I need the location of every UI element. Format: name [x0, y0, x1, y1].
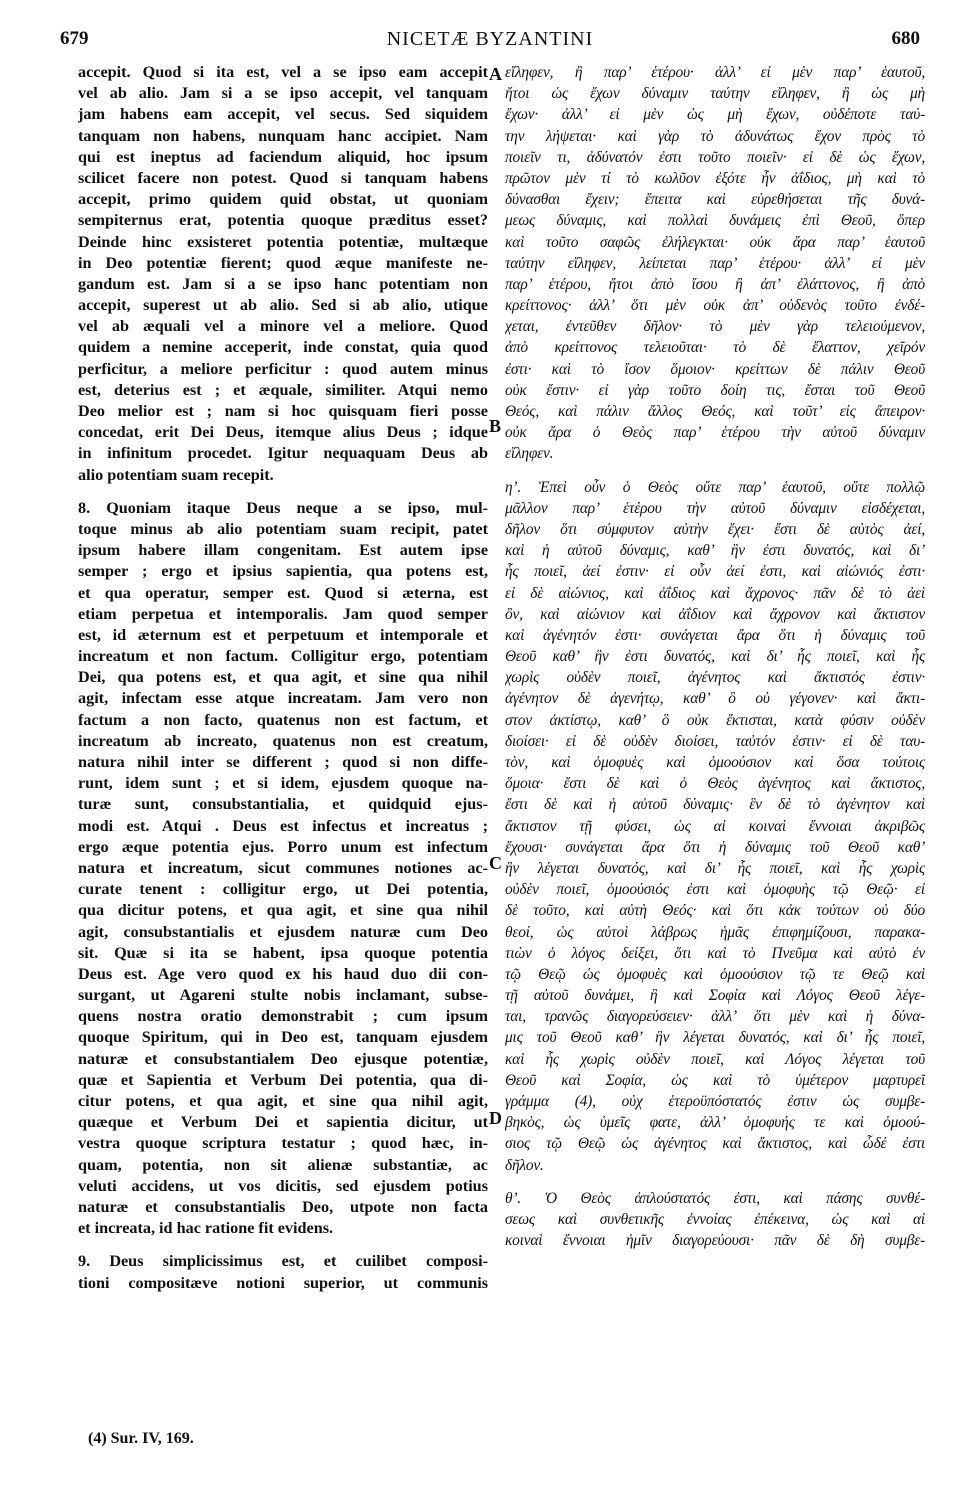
text-line: κρείττονος· ἀλλ’ ὅτι μὲν οὐκ ἀπ’ οὐδενὸς τοῦτο ἐνδέ- — [505, 297, 925, 315]
page-number-right: 680 — [891, 28, 920, 49]
text-line: citur potens, et qua agit, et sine qua nihil agit, — [78, 1092, 488, 1110]
margin-marker-a: A — [489, 64, 502, 84]
text-line: δῆλον ὅτι σύμφυτον αὐτὴν ἔχει· ἔστι δὲ αὐτὸς ἀεί, — [505, 520, 925, 538]
text-line: την λήψεται· καὶ γὰρ τὸ ἀδυνάτως ἔχον πρὸς τὸ — [505, 127, 925, 145]
text-line: διοίσει· εἰ δὲ οὐδὲν διοίσει, ταὐτόν ἐστιν· εἰ δὲ ταυ- — [505, 732, 925, 750]
text-line: ergo æque potentia ejus. Porro unum est infectum — [78, 837, 488, 856]
text-line: etiam perpetua et intemporalis. Jam quod semper — [78, 604, 488, 623]
text-line: naturæ et consubstantialem Deo ejusque potentiæ, — [78, 1049, 488, 1068]
text-line: Θεοῦ καὶ Σοφία, ὡς καὶ τὸ ὑμέτερον μαρτυρεῖ — [505, 1071, 925, 1089]
text-line: est, id æternum est et perpetuum et intemporale et — [78, 625, 488, 644]
text-line: gandum est. Jam si a se ipso hanc potentiam non — [78, 274, 488, 293]
text-line: naturæ et consubstantialis Deo, utpote non facta — [78, 1197, 488, 1216]
text-line: θεοί, ὡς αὐτοὶ λάβρως ἡμᾶς ἐπιφημίζουσι, παρακα- — [505, 923, 925, 941]
text-line: accepit, superest ut ab alio. Sed si ab alio, utique — [78, 296, 488, 315]
text-line: factum a non facto, quatenus non est factum, et — [78, 710, 488, 729]
text-line: tioni compositævе notioni superior, ut communis — [78, 1273, 488, 1292]
footnote: (4) Sur. IV, 169. — [88, 1430, 194, 1447]
text-line: οὐκ ἔστιν· εἰ γὰρ τοῦτο δοίη τις, ἔσται τοῦ Θεοῦ — [505, 381, 925, 399]
text-line: vel ab æquali vel a minore vel a meliore. Quod — [78, 317, 488, 336]
text-line: ἀπὸ κρείττονος τελειοῦται· τὸ δὲ ἔλαττον, χεῖρόν — [505, 339, 925, 357]
text-line: ἔχων· ἀλλ’ εἰ μὲν ὡς μὴ ἔχων, οὐδέποτε ταύ- — [505, 106, 925, 124]
text-line: παρ’ ἑτέρου, ἤτοι ἀπὸ ἴσου ἢ ἀπ’ ἐλάττονος, ἢ ἀπὸ — [505, 275, 925, 293]
text-line: agit, infectam esse atque increatam. Jam vero non — [78, 689, 488, 708]
text-line: τιὼν ὁ λόγος δείξει, ὅτι καὶ τὸ Πνεῦμα καὶ αὐτὸ ἐν — [505, 944, 925, 962]
text-line: τὸν, καὶ ὁμοφυὲς καὶ ὁμοούσιον καὶ ὅσα τούτοις — [505, 754, 925, 771]
text-line: ται, τρανῶς διαγορεύσειεν· ἀλλ’ ὅτι μὲν καὶ ἡ δύνα- — [505, 1008, 925, 1026]
text-line: μεως δύναμις, καὶ πολλαὶ δυνάμεις ἐπὶ Θεοῦ, ὅπερ — [505, 212, 925, 230]
page-number-left: 679 — [60, 28, 89, 49]
text-line: concedat, erit Dei Deus, itemque alius Deus ; idque — [78, 423, 488, 442]
text-line: εἴληφεν. — [505, 445, 554, 463]
text-line: καὶ ἡ αὐτοῦ δύναμις, καθ’ ἣν ἐστι δυνατός, καὶ δι’ — [505, 542, 925, 560]
text-line: Θεός, καὶ πάλιν ἄλλος Θεός, καὶ τοῦτ’ εἰς ἄπειρον· — [505, 403, 925, 420]
text-line: quoque Spiritum, qui in Deo est, tanquam ejusdem — [78, 1028, 488, 1047]
text-line: sempiternus erat, potentia quoque præditus esset? — [78, 211, 488, 230]
greek-column — [505, 62, 925, 1251]
margin-marker-c: C — [489, 853, 502, 873]
text-line: εἴληφεν, ἢ παρ’ ἑτέρου· ἀλλ’ εἰ μὲν παρ’ ἑαυτοῦ, — [505, 64, 925, 81]
text-line: ἔχουσι· συνάγεται ἄρα ὅτι ἡ δύναμις τοῦ Θεοῦ καθ’ — [505, 838, 925, 856]
text-line: qui est ineptus ad faciendum aliquid, hoc ipsum — [78, 147, 488, 166]
text-line: σιος τῷ Θεῷ ὡς ἀγένητος καὶ ἄκτιστος, καὶ ὧδέ ἐστι — [505, 1135, 925, 1153]
text-line: toque minus ab alio potentiam suam recipit, patet — [78, 519, 488, 538]
text-line: curate tenent : colligitur ergo, ut Dei potentia, — [78, 880, 488, 899]
text-line: η’. Ἐπεὶ οὖν ὁ Θεὸς οὔτε παρ’ ἑαυτοῦ, οὔτε πολλῷ — [505, 478, 925, 496]
text-line: ποιεῖν τι, ἀδύνατόν ἐστι τοῦτο ποιεῖν· εἰ δὲ ὡς ἔχων, — [505, 148, 925, 166]
text-line: τῷ Θεῷ ὡς ὁμοφυὲς καὶ ὁμοούσιον τῷ τε Θεῷ καὶ — [505, 965, 925, 983]
text-line: σεως καὶ συνθετικῆς ἐννοίας ἐπέκεινα, ὡς καὶ αἱ — [505, 1210, 925, 1228]
text-line: jam habens eam accepit, vel secus. Sed siquidem — [78, 105, 488, 124]
text-line: βηκὸς, ὡς ὑμεῖς φατε, ἀλλ’ ὁμοφυής τε καὶ ὁμοού- — [505, 1114, 925, 1132]
text-line: θ’. Ὁ Θεὸς ἁπλούστατός ἐστι, καὶ πάσης συνθέ- — [505, 1189, 925, 1207]
text-line: τῇ αὐτοῦ δυνάμει, ἣ καὶ Σοφία καὶ Λόγος Θεοῦ λέγε- — [505, 987, 925, 1005]
text-line: οὐκ ἄρα ὁ Θεὸς παρ’ ἑτέρου τὴν αὐτοῦ δύναμιν — [505, 424, 925, 442]
text-line: ἤτοι ὡς ἔχων δύναμιν ταύτην εἴληφεν, ἢ ὡς μὴ — [505, 85, 925, 103]
page-header — [60, 28, 920, 58]
text-line: tanquam non habens, nunquam hanc accipiet. Nam — [78, 126, 488, 145]
text-line: semper ; ergo et ipsius sapientia, qua potens est, — [78, 562, 488, 581]
text-line: est, deterius est ; et æquale, similiter. Atqui nemo — [78, 380, 488, 399]
text-line: Deus est. Age vero quod ex his haud duo dii con- — [78, 964, 488, 983]
text-line: Deinde hinc exsisteret potentia potentiæ, multæque — [78, 232, 488, 251]
text-line: πρῶτον μὲν τί τὸ κωλῦον ἐξότε ἦν ἀΐδιος, μὴ καὶ τὸ — [505, 169, 925, 187]
text-line: ἔστι δὲ καὶ ἡ αὐτοῦ δύναμις· ἓν δὲ τὸ ἀγένητον καὶ — [505, 796, 925, 814]
text-line: ἐστι· καὶ τὸ ἴσον ὅμοιον· κρείττων δὲ πάλιν Θεοῦ — [505, 360, 925, 378]
text-line: ὅμοια· ἔστι δὲ καὶ ὁ Θεὸς ἀγένητος καὶ ἄκτιστος, — [505, 775, 925, 793]
text-line: quidem a nemine acceperit, inde constat, quia quod — [78, 338, 488, 357]
text-line: καὶ ἀγένητόν ἐστι· συνάγεται ἄρα ὅτι ἡ δύναμις τοῦ — [505, 626, 925, 644]
latin-column — [78, 62, 488, 1294]
text-line: Θεοῦ καθ’ ἣν ἐστι δυνατός, καὶ δι’ ἧς ποιεῖ, καὶ ἧς — [505, 648, 925, 666]
text-line: καὶ τοῦτο σαφῶς ἐλήλεγκται· οὐκ ἄρα παρ’ ἑαυτοῦ — [505, 233, 925, 251]
text-line: καὶ ἧς χωρὶς οὐδὲν ποιεῖ, καὶ Λόγος λέγεται τοῦ — [505, 1050, 925, 1068]
text-line: quæque et Verbum Dei et sapientia dicitur, ut — [78, 1113, 488, 1132]
text-line: ἣν λέγεται δυνατός, καὶ δι’ ἧς ποιεῖ, καὶ ἧς χωρὶς — [505, 859, 925, 877]
text-line: accepit. Quod si ita est, vel a se ipso eam accepit — [78, 63, 488, 81]
text-line: vestra quoque scriptura testatur ; quod hæc, in- — [78, 1134, 488, 1153]
text-line: 9. Deus simplicissimus est, et cuilibet composi- — [78, 1252, 488, 1271]
text-line: runt, idem sunt ; et si idem, ejusdem quoque na- — [78, 774, 488, 793]
text-line: et increata, id hac ratione fit evidens. — [78, 1219, 334, 1238]
text-line: in infinitum procedet. Igitur nequaquam Deus ab — [78, 444, 488, 463]
text-line: scilicet facere non potest. Quod si tanquam habens — [78, 168, 488, 187]
text-line: ὂν, καὶ αἰώνιον καὶ ἀΐδιον καὶ ἄχρονον καὶ ἄκτιστον — [505, 605, 925, 623]
margin-marker-d: D — [489, 1108, 502, 1128]
text-line: ταύτην εἴληφεν, λείπεται παρ’ ἑτέρου· ἀλλ’ εἰ μὲν — [505, 254, 925, 272]
text-line: εἰ δὲ αἰώνιος, καὶ ἀΐδιος καὶ ἄχρονος· πᾶν δὲ τὸ ἀεὶ — [505, 584, 925, 602]
text-line: agit, consubstantialis et ejusdem naturæ cum Deo — [78, 922, 488, 941]
text-line: veluti accidens, ut vos dicitis, sed ejusdem potius — [78, 1176, 488, 1195]
text-line: Dei, qua potens est, et qua agit, et sine qua nihil — [78, 668, 488, 687]
text-line: χωρὶς οὐδὲν ποιεῖ, ἀγένητος καὶ ἄκτιστός ἐστιν· — [505, 669, 925, 687]
text-line: perficitur, a meliore perficitur : quod autem minus — [78, 359, 488, 378]
text-line: χεται, ἐντεῦθεν δῆλον· τὸ μὲν γὰρ τελειούμενον, — [505, 318, 925, 336]
text-line: modi est. Atqui . Deus est infectus et increatus ; — [78, 816, 488, 835]
text-line: sit. Quæ si ita se habent, ipsa quoque potentia — [78, 943, 488, 962]
text-line: natura nihil inter se different ; quod si non diffe- — [78, 753, 488, 771]
text-line: alio potentiam suam recepit. — [78, 465, 274, 484]
text-line: increatum ab increato, quatenus non est creatum, — [78, 731, 488, 750]
text-line: κοιναὶ ἔννοιαι ἡμῖν διαγορεύουσι· πᾶν δὲ δὴ συμβε- — [505, 1232, 925, 1250]
text-line: ἧς ποιεῖ, ἀεί ἐστιν· εἰ οὖν ἀεί ἐστι, καὶ αἰώνιός ἐστι· — [505, 563, 925, 581]
text-line: quam, potentia, non sit alienæ substantiæ, ac — [78, 1155, 488, 1174]
text-line: increatum et non factum. Colligitur ergo, potentiam — [78, 647, 488, 666]
text-line: μᾶλλον παρ’ ἑτέρου τὴν αὐτοῦ δύναμιν εἰσδέχεται, — [505, 499, 925, 517]
text-line: natura et increatum, sicut communes notiones ac- — [78, 858, 488, 877]
text-line: in Deo potentiæ fierent; quod æque manifeste ne- — [78, 253, 488, 272]
text-line: Deo melior est ; nam si hoc quisquam fieri posse — [78, 402, 488, 420]
text-line: ἄκτιστον τῇ φύσει, ὡς αἱ κοιναὶ ἔννοιαι ἀκριβῶς — [505, 817, 925, 835]
text-line: accepit, primo quidem quid obstat, ut quoniam — [78, 190, 488, 209]
text-line: οὐδὲν ποιεῖ, ὁμοούσιός ἐστι καὶ ὁμοφυὴς τῷ Θεῷ· εἰ — [505, 881, 925, 899]
text-line: δὲ τοῦτο, καὶ αὐτὴ Θεός· καὶ ὅτι κἀκ τούτων οὐ δύο — [505, 902, 925, 920]
text-line: μις τοῦ Θεοῦ καθ’ ἣν λέγεται δυνατός, καὶ δι’ ἧς ποιεῖ, — [505, 1029, 925, 1047]
text-line: quæ et Sapientia et Verbum Dei potentia, qua di- — [78, 1070, 488, 1089]
text-line: ipsum habere illam congenitam. Est autem ipse — [78, 541, 488, 560]
text-line: γράμμα (4), οὐχ ἑτεροϋπόστατός ἐστιν ὡς συμβε- — [505, 1093, 925, 1110]
running-title: NICETÆ BYZANTINI — [386, 28, 594, 50]
text-line: στον ἀκτίστῳ, καθ’ ὃ οὐκ ἔκτισται, κατὰ φύσιν οὐδὲν — [505, 711, 925, 729]
text-line: turæ sunt, consubstantialia, et quidquid ejus- — [78, 795, 488, 814]
margin-marker-b: B — [489, 416, 502, 436]
text-line: et qua operatur, semper est. Quod si æterna, est — [78, 583, 488, 602]
text-line: δύνασθαι ἔχειν; ἔπειτα καὶ εὑρεθήσεται τῆς δυνά- — [505, 191, 925, 209]
text-line: ἀγένητον δὲ ἀγενήτῳ, καθ’ ὃ οὐ γέγονεν· καὶ ἄκτι- — [505, 690, 925, 708]
text-line: vel ab alio. Jam si a se ipso accepit, vel tanquam — [78, 84, 488, 103]
text-line: 8. Quoniam itaque Deus neque a se ipso, mul- — [78, 498, 488, 517]
text-line: δῆλον. — [505, 1156, 544, 1174]
text-line: qua dicitur potens, et qua agit, et sine qua nihil — [78, 901, 488, 920]
text-line: surgant, ut Agareni stulte nobis inclamant, subse- — [78, 986, 488, 1005]
text-line: quens nostra oratio demonstrabit ; cum ipsum — [78, 1007, 488, 1026]
